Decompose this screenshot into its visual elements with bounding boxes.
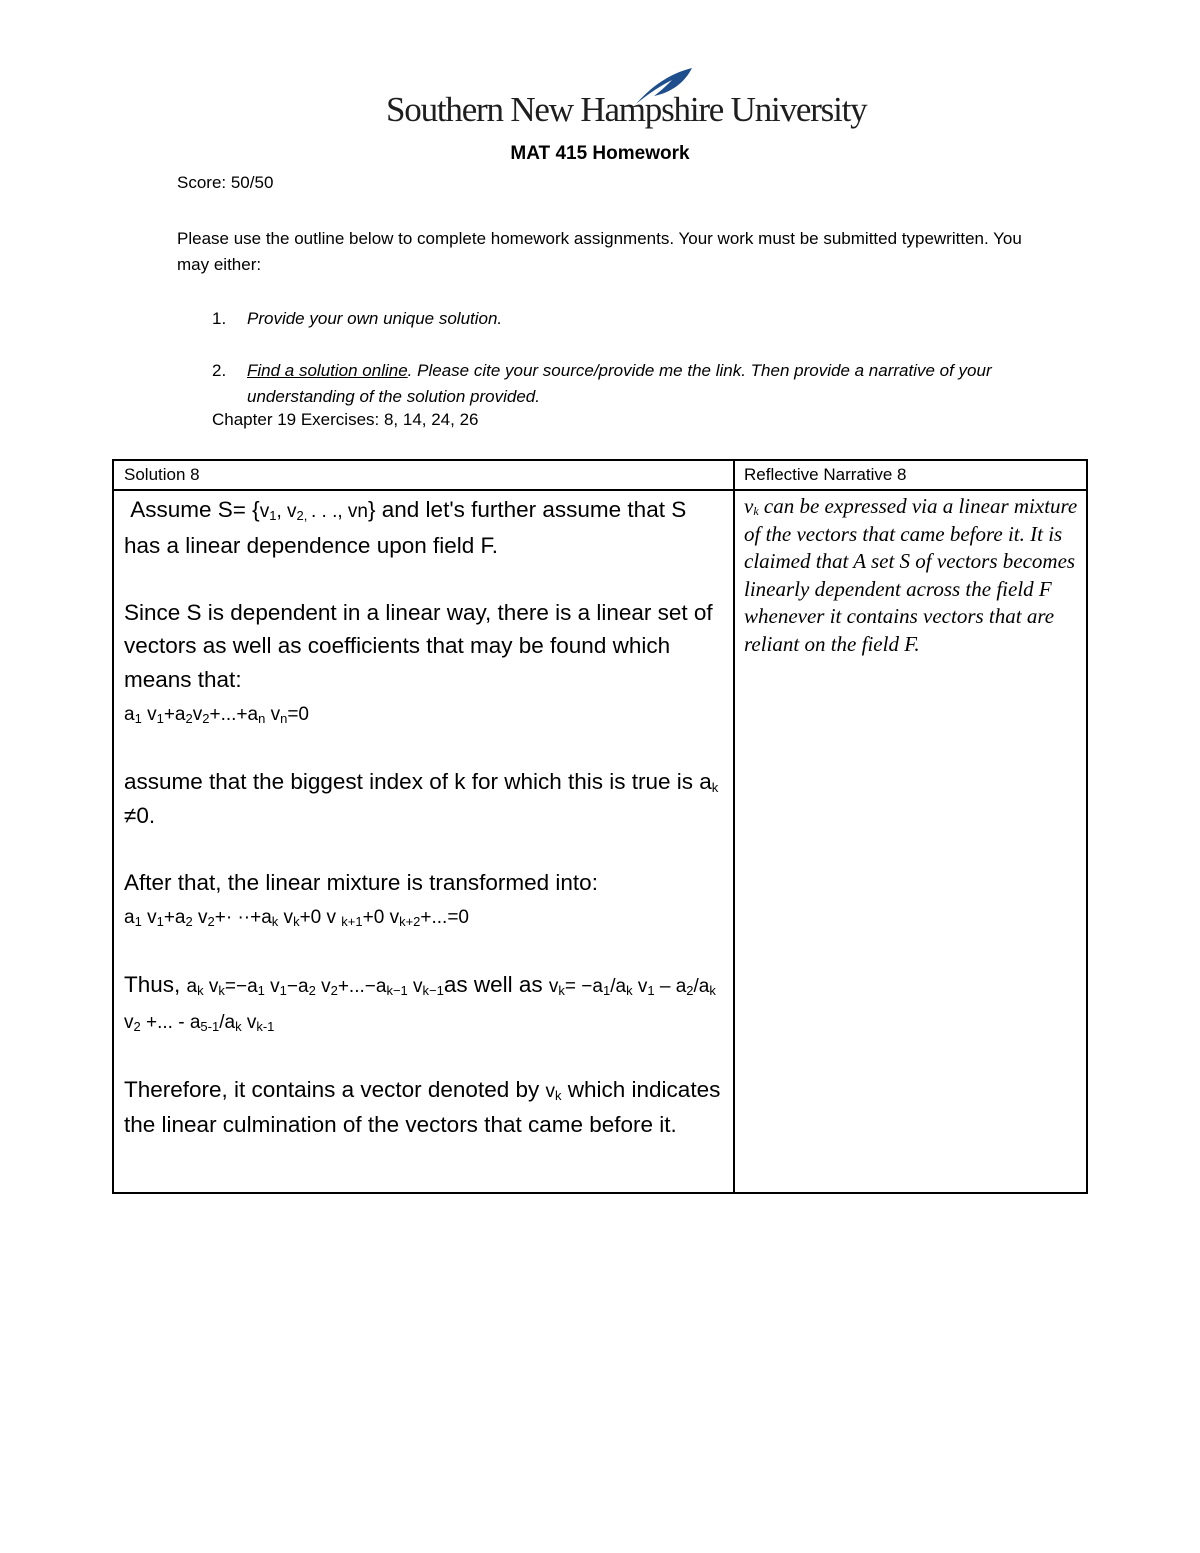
- solution-equation: $a_1$ $v_1+a_2v_2+...+a_n$ $v_n=0$: [124, 704, 309, 726]
- feather-icon: [630, 66, 694, 106]
- solution-paragraph: Assume $S= \{v_1$, $v_{2,}$ . . ., vn} and let's further assume that S has a linear dependence upon field F.: [124, 497, 687, 558]
- university-logo: [386, 66, 867, 136]
- list-number: 2.: [212, 361, 227, 380]
- list-item-text: . Please cite your source/provide me the link. Then provide a narrative of your understanding of the solution provided.: [247, 361, 992, 406]
- list-number: 1.: [212, 309, 227, 328]
- solution-paragraph: Since S is dependent in a linear way, there is a linear set of vectors as well as coefficients that may be found which means that:: [124, 599, 713, 692]
- column-divider: [733, 461, 735, 1192]
- solution-paragraph: Therefore, it contains a vector denoted by $v_k$ which indicates the linear culmination of the vectors that came before it.: [124, 1076, 721, 1137]
- narrative-body: $v_k$ can be expressed via a linear mixture of the vectors that came before it. It is claimed that A set S of vectors becomes linearly dependent across the field F whenever it contains vectors that are reliant on the field F.: [744, 494, 1078, 656]
- score-text: Score: 50/50: [177, 173, 274, 192]
- chapter-exercises: Chapter 19 Exercises: 8, 14, 24, 26: [212, 410, 479, 429]
- solution-online-link[interactable]: Find a solution online: [247, 361, 408, 380]
- solution-body: [124, 493, 724, 1142]
- page-title: MAT 415 Homework: [510, 143, 690, 164]
- solution-paragraph: After that, the linear mixture is transformed into:: [124, 869, 598, 895]
- list-item: [212, 358, 1012, 410]
- solution-table: [112, 459, 1088, 1194]
- list-item-text: Provide your own unique solution.: [247, 309, 503, 328]
- solution-paragraph: assume that the biggest index of k for which this is true is $a_k \ne 0$.: [124, 769, 719, 828]
- solution-header: Solution 8: [124, 465, 200, 484]
- instruction-list: [212, 306, 1012, 410]
- solution-equation: Thus, $a_k$ $v_k=-a_1$ $v_1-a_2$ $v_2+...-a_{k-1}$ $v_{k-1}as$ well as $v_k= -a_1/a_k$ $v_1 - a_2/a_k$ $v_2$ +... - $a_{5-1}/a_k$ $v_{k-1}$: [124, 972, 716, 1034]
- solution-equation: $a_1$ $v_1+a_2$ $v_2+\cdot \cdot\cdot+a_k$ $v_k+0$ v $_{k+1}$+0 $v_{k+2}+...=0$: [124, 907, 470, 929]
- list-item: [212, 306, 1012, 332]
- logo-text: Southern New Hampshire University: [386, 90, 867, 129]
- instructions-intro: Please use the outline below to complete homework assignments. Your work must be submitted typewritten. You may either:: [177, 229, 1022, 274]
- header-divider: [114, 489, 1086, 491]
- narrative-header: Reflective Narrative 8: [744, 465, 907, 484]
